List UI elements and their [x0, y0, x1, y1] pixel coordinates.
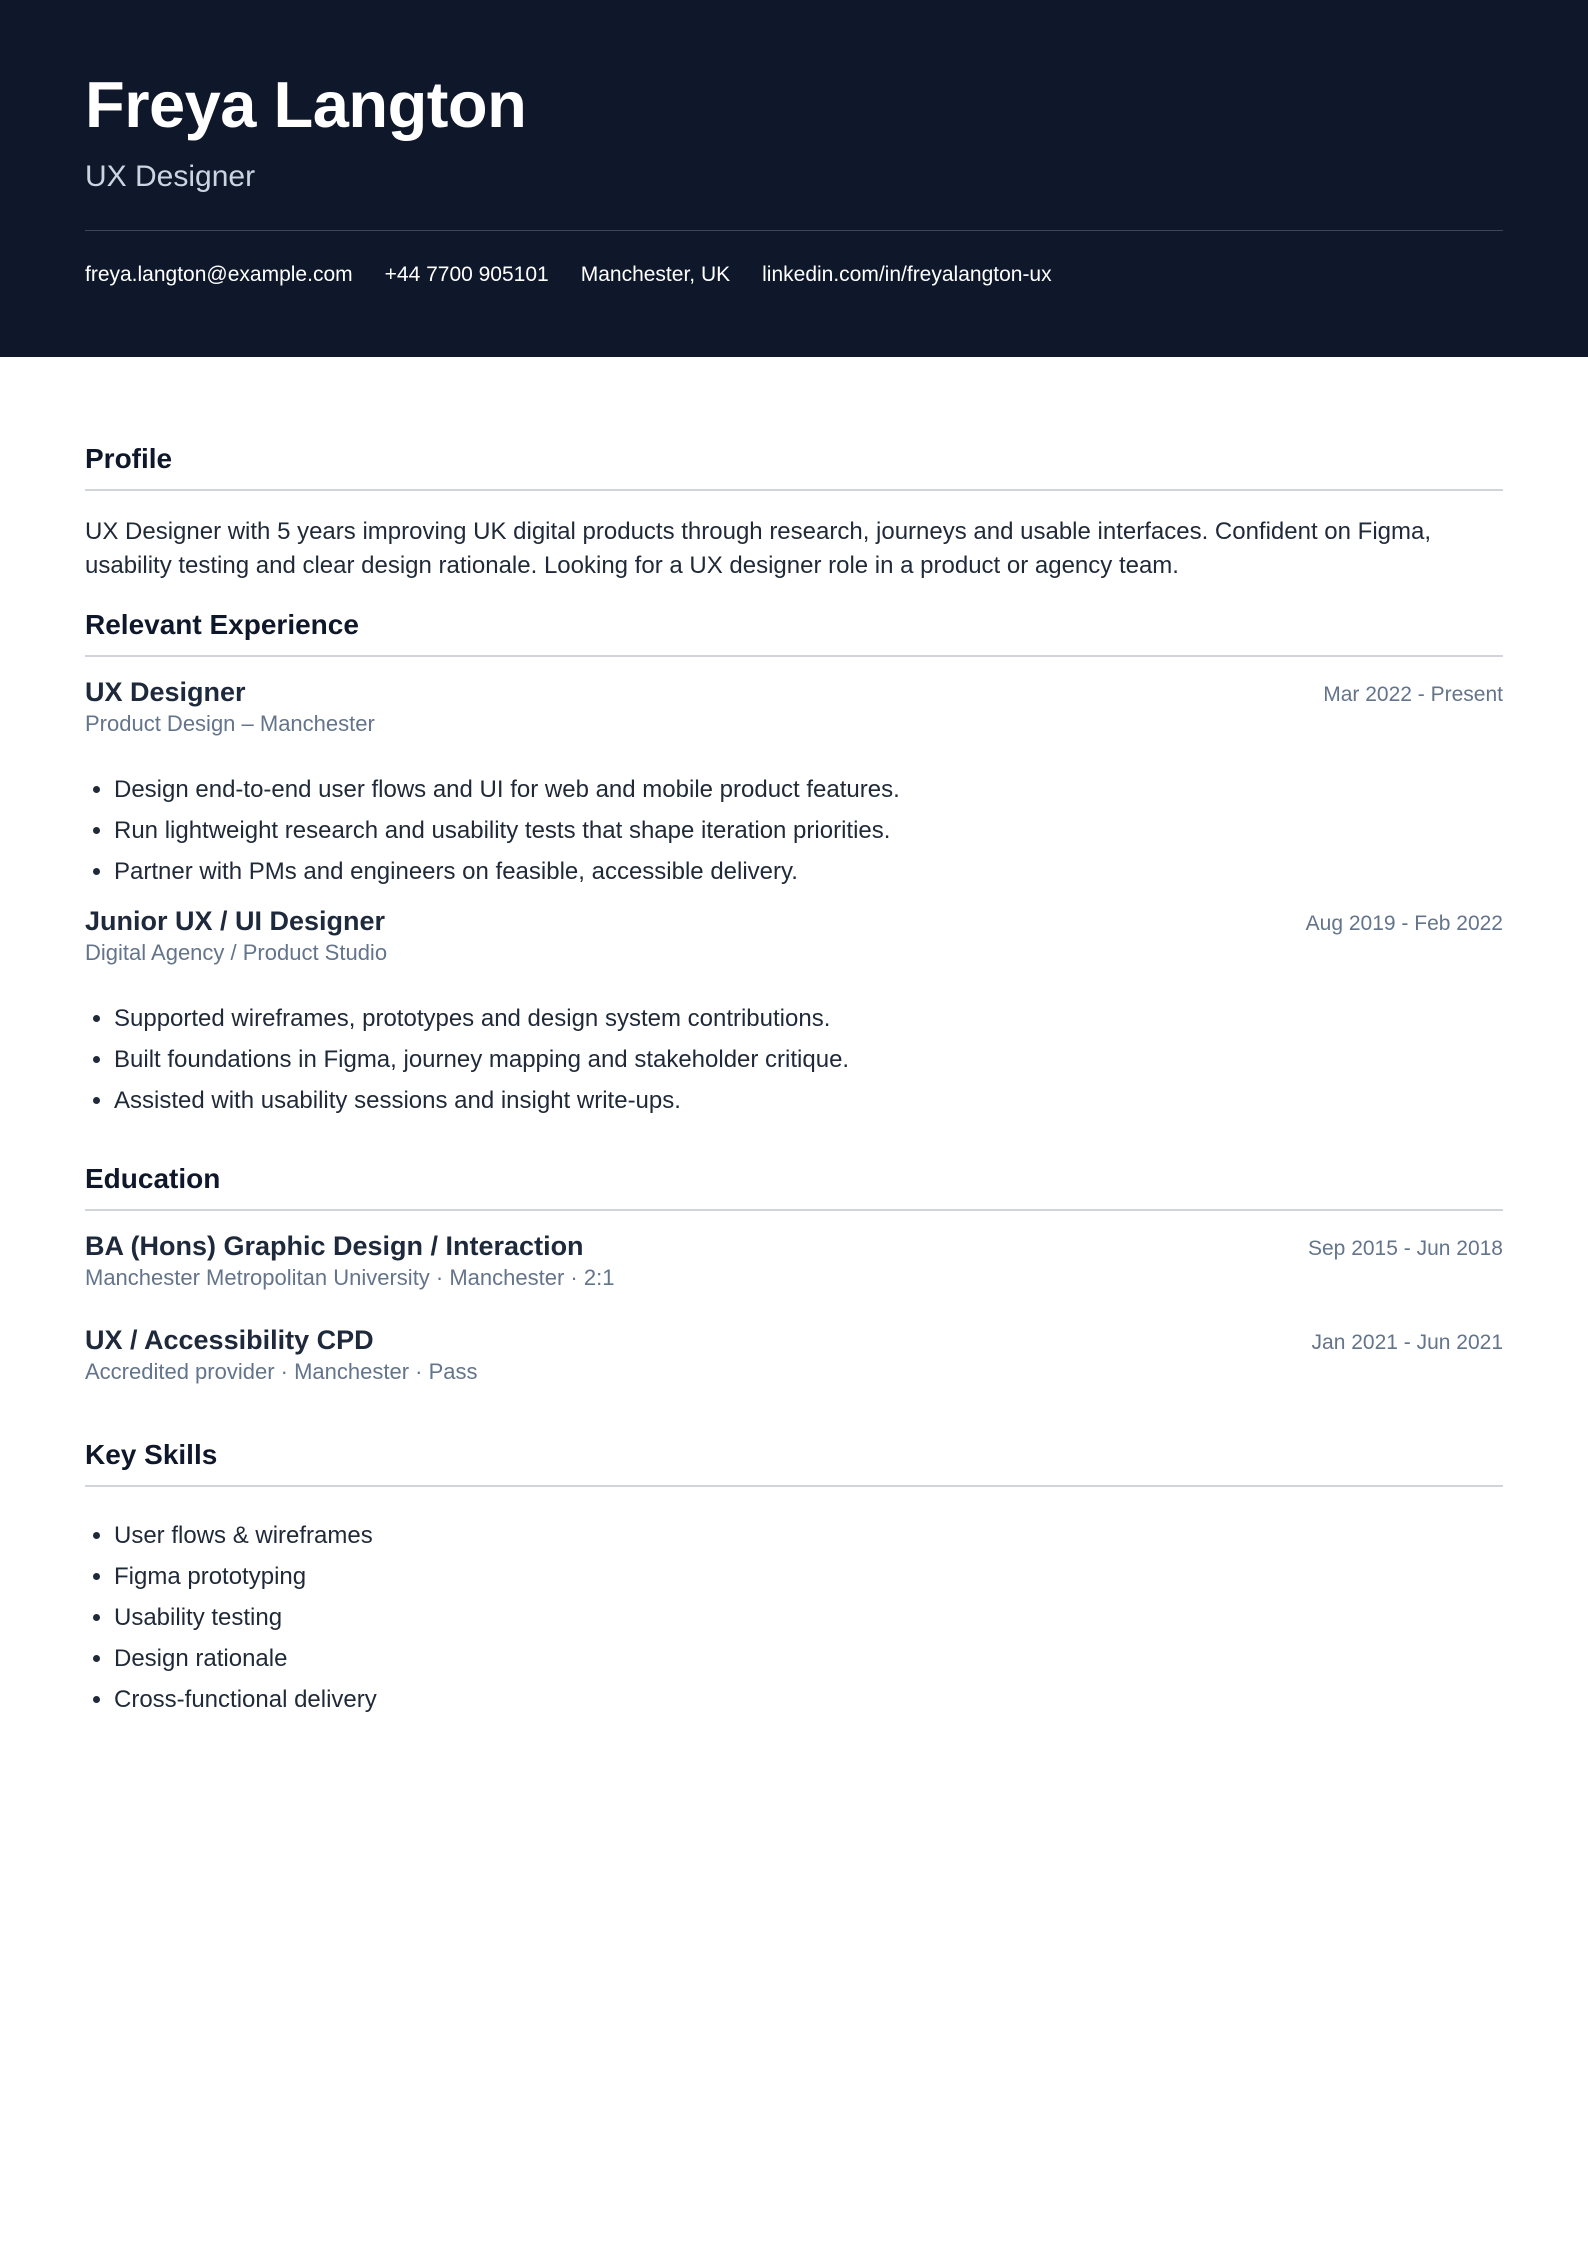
list-item: • Usability testing	[114, 1597, 1503, 1638]
section-title-skills: Key Skills	[85, 1439, 218, 1470]
experience-entry	[85, 675, 1503, 892]
contact-email[interactable]: freya.langton@example.com	[85, 263, 353, 286]
education-dates: Sep 2015 - Jun 2018	[1308, 1237, 1503, 1260]
experience-section	[85, 607, 1503, 1121]
job-dates: Mar 2022 - Present	[1323, 683, 1503, 706]
job-bullets	[85, 998, 1503, 1121]
job-org: Product Design – Manchester	[85, 711, 375, 736]
list-item: • Assisted with usability sessions and insight write-ups.	[114, 1080, 1503, 1121]
education-entry	[85, 1229, 1503, 1293]
contact-linkedin[interactable]: linkedin.com/in/freyalangton-ux	[762, 263, 1052, 286]
job-title: Junior UX / UI Designer	[85, 906, 386, 936]
education-section	[85, 1161, 1503, 1387]
list-item: • Cross-functional delivery	[114, 1679, 1503, 1720]
list-item: • User flows & wireframes	[114, 1515, 1503, 1556]
skills-list	[85, 1515, 1503, 1720]
contact-row	[85, 261, 1503, 289]
skills-section	[85, 1437, 1503, 1720]
list-item: • Run lightweight research and usability tests that shape iteration priorities.	[114, 810, 1503, 851]
job-title: UX Designer	[85, 677, 246, 707]
education-title: UX / Accessibility CPD	[85, 1325, 374, 1355]
section-title-profile: Profile	[85, 443, 173, 474]
list-item: • Design rationale	[114, 1638, 1503, 1679]
list-item: • Built foundations in Figma, journey mapping and stakeholder critique.	[114, 1039, 1503, 1080]
section-divider	[85, 489, 1503, 491]
education-detail: Accredited provider · Manchester · Pass	[85, 1359, 478, 1384]
section-divider	[85, 655, 1503, 657]
candidate-name: Freya Langton	[85, 68, 527, 141]
job-bullets	[85, 769, 1503, 892]
job-org: Digital Agency / Product Studio	[85, 940, 388, 965]
list-item: • Figma prototyping	[114, 1556, 1503, 1597]
candidate-role: UX Designer	[85, 160, 256, 193]
list-item: • Partner with PMs and engineers on feasible, accessible delivery.	[114, 851, 1503, 892]
section-divider	[85, 1209, 1503, 1211]
education-entry	[85, 1323, 1503, 1387]
education-title: BA (Hons) Graphic Design / Interaction	[85, 1231, 584, 1261]
experience-entry	[85, 904, 1503, 1121]
job-dates: Aug 2019 - Feb 2022	[1305, 912, 1503, 935]
education-detail: Manchester Metropolitan University · Manchester · 2:1	[85, 1265, 615, 1290]
profile-section	[85, 441, 1503, 583]
header-divider	[85, 230, 1503, 231]
section-divider	[85, 1485, 1503, 1487]
contact-phone[interactable]: +44 7700 905101	[384, 263, 549, 286]
section-title-experience: Relevant Experience	[85, 609, 359, 640]
education-dates: Jan 2021 - Jun 2021	[1311, 1331, 1503, 1354]
resume-body	[0, 441, 1588, 1720]
list-item: • Design end-to-end user flows and UI for web and mobile product features.	[114, 769, 1503, 810]
list-item: • Supported wireframes, prototypes and design system contributions.	[114, 998, 1503, 1039]
contact-location: Manchester, UK	[580, 263, 731, 286]
section-title-education: Education	[85, 1163, 221, 1194]
resume-header	[0, 0, 1588, 357]
profile-text: UX Designer with 5 years improving UK digital products through research, journeys and usable interfaces. Confident on Figma, usability testing and clear design rationale. Looking for a UX designer role in a product or agency team.	[85, 518, 1432, 579]
